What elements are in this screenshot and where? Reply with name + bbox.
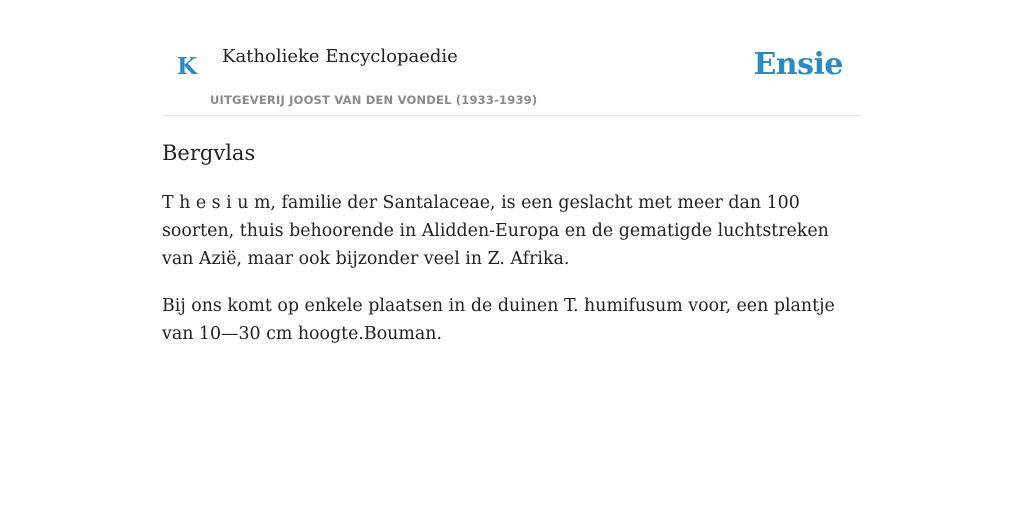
ensie-home-link[interactable]: Ensie xyxy=(753,47,843,82)
publisher-subtitle: UITGEVERIJ JOOST VAN DEN VONDEL (1933-1939) xyxy=(210,93,538,107)
publication-title[interactable]: Katholieke Encyclopaedie xyxy=(222,46,458,67)
article-paragraph: T h e s i u m, familie der Santalaceae, is een geslacht met meer dan 100 soorten, thuis behoorende in Alidden-Europa en de gematigde luchtstreken van Azië, maar ook bijzonder veel in Z. Afrika. xyxy=(162,193,829,270)
article-paragraph: Bij ons komt op enkele plaatsen in de duinen T. humifusum voor, een plantje van 10—30 cm hoogte.Bouman. xyxy=(162,296,835,345)
article xyxy=(162,140,862,367)
publication-logo-icon[interactable]: K xyxy=(177,53,197,80)
article-title: Bergvlas xyxy=(162,141,256,165)
site-header xyxy=(162,0,862,116)
